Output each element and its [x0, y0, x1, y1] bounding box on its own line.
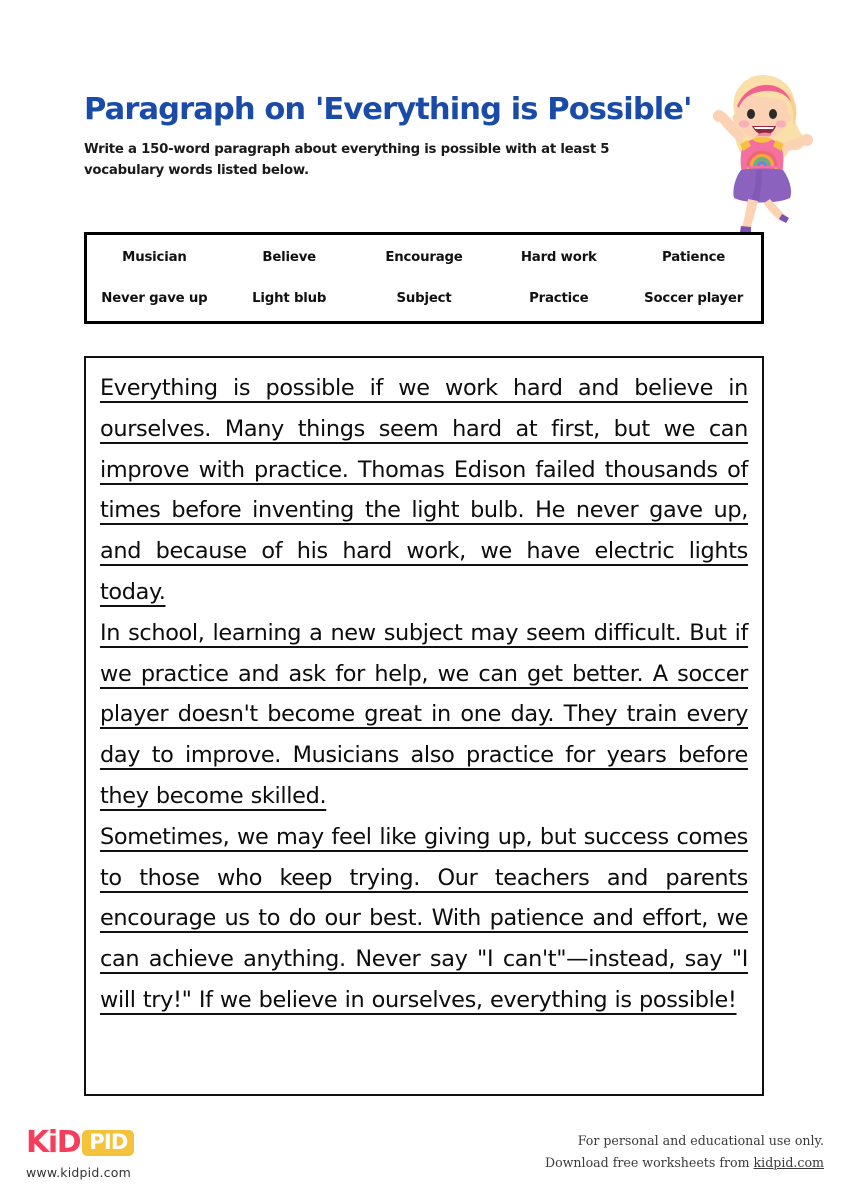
jumping-girl-icon: [694, 66, 822, 234]
vocabulary-word: Encourage: [385, 250, 463, 265]
worksheet-header: [84, 92, 692, 182]
brand-website-url: www.kidpid.com: [26, 1165, 131, 1180]
brand-mark: [26, 1126, 206, 1160]
vocabulary-box: [84, 232, 764, 324]
brand-pid-text: PID: [82, 1130, 134, 1156]
legal-notice: [545, 1130, 824, 1173]
vocabulary-word: Musician: [122, 250, 187, 265]
kidpid-logo: [26, 1126, 206, 1180]
vocabulary-word: Never gave up: [101, 291, 208, 306]
answer-paragraph-1: Everything is possible if we work hard and believe in ourselves. Many things seem hard at first, but we can improve with practice. Thomas Edison failed thousands of times before inventing the light bulb. He never gave up, and because of his hard work, we have electric lights today.: [100, 375, 748, 605]
brand-kid-text: KiD: [26, 1125, 81, 1160]
vocabulary-word: Hard work: [520, 250, 597, 265]
page-footer: [0, 1122, 848, 1192]
legal-line-2: [545, 1152, 824, 1174]
vocabulary-row-2: [87, 278, 761, 319]
vocabulary-word: Believe: [262, 250, 316, 265]
vocabulary-word: Soccer player: [644, 291, 744, 306]
kidpid-link[interactable]: kidpid.com: [753, 1154, 824, 1170]
answer-paragraph-2: In school, learning a new subject may seem difficult. But if we practice and ask for help, we can get better. A soccer player doesn't become great in one day. They train every day to improve. Musicians also practice for years before they become skilled.: [100, 619, 748, 809]
vocabulary-word: Practice: [529, 291, 589, 306]
vocabulary-word: Patience: [662, 250, 726, 265]
vocabulary-row-1: [87, 237, 761, 278]
vocabulary-word: Subject: [396, 291, 452, 306]
instructions-text: Write a 150-word paragraph about everything is possible with at least 5 vocabulary words listed below.: [84, 141, 610, 179]
legal-line-1: For personal and educational use only.: [577, 1133, 824, 1148]
page-title: Paragraph on 'Everything is Possible': [84, 92, 692, 127]
legal-line-2-prefix: Download free worksheets from: [544, 1154, 754, 1170]
answer-paragraph-3: Sometimes, we may feel like giving up, but success comes to those who keep trying. Our teachers and parents encourage us to do our best. With patience and effort, we can achieve anything. Never say "I can't"—instead, say "I will try!" If we believe in ourselves, everything is possible!: [100, 823, 748, 1013]
vocabulary-word: Light blub: [252, 291, 327, 306]
answer-paragraph-box[interactable]: [84, 356, 764, 1096]
